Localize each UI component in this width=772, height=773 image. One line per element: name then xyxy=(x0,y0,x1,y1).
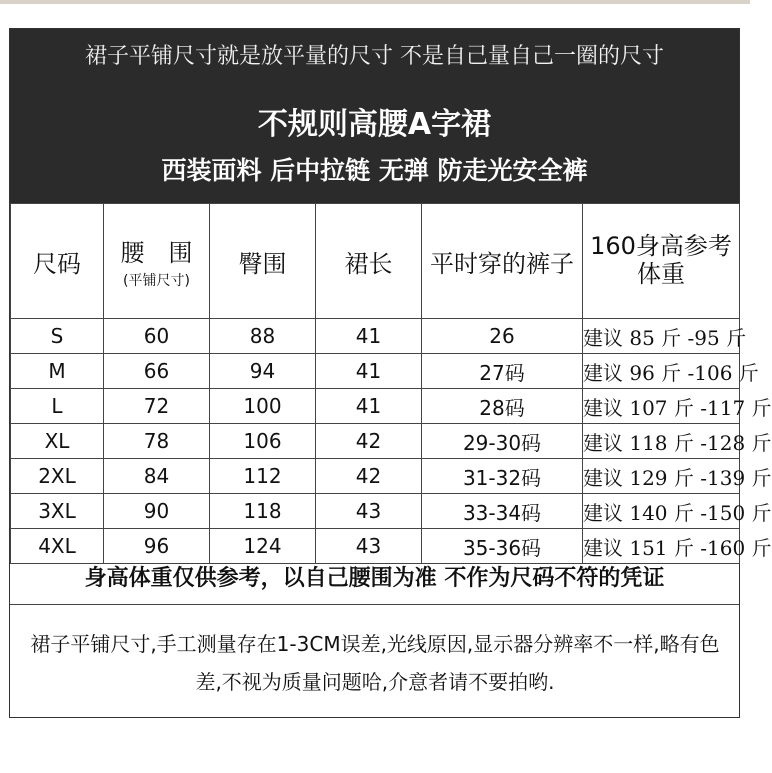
table-row xyxy=(11,389,740,424)
cell-pants: 26 xyxy=(422,319,583,354)
size-table xyxy=(10,203,772,564)
col-waist xyxy=(104,204,210,319)
cell-waist: 78 xyxy=(104,424,210,459)
cell-hip: 118 xyxy=(210,494,316,529)
cell-advice: 建议 118 斤 -128 斤 xyxy=(583,424,740,459)
cell-size: 3XL xyxy=(11,494,104,529)
header-banner xyxy=(10,29,739,203)
cell-waist: 60 xyxy=(104,319,210,354)
measurement-disclaimer: 裙子平铺尺寸,手工测量存在1-3CM误差,光线原因,显示器分辨率不一样,略有色差,不视为质量问题哈,介意者请不要拍哟. xyxy=(30,632,720,694)
cell-advice: 建议 85 斤 -95 斤 xyxy=(583,319,740,354)
cell-advice: 建议 151 斤 -160 斤 xyxy=(583,529,740,564)
col-length: 裙长 xyxy=(316,204,422,319)
col-hip: 臀围 xyxy=(210,204,316,319)
cell-hip: 100 xyxy=(210,389,316,424)
cell-pants: 33-34码 xyxy=(422,494,583,529)
size-chart-card xyxy=(9,28,772,718)
cell-size: 2XL xyxy=(11,459,104,494)
cell-size: M xyxy=(11,354,104,389)
cell-size: XL xyxy=(11,424,104,459)
col-waist-sub: (平铺尺寸) xyxy=(123,272,190,289)
col-weight xyxy=(583,204,740,319)
cell-pants: 27码 xyxy=(422,354,583,389)
cell-size: S xyxy=(11,319,104,354)
measurement-note: 裙子平铺尺寸就是放平量的尺寸 不是自己量自己一圈的尺寸 xyxy=(85,44,664,69)
cell-length: 42 xyxy=(316,459,422,494)
cell-size: L xyxy=(11,389,104,424)
col-size: 尺码 xyxy=(11,204,104,319)
cell-hip: 94 xyxy=(210,354,316,389)
cell-advice: 建议 107 斤 -117 斤 xyxy=(583,389,740,424)
reference-notice: 身高体重仅供参考，以自己腰围为准 不作为尺码不符的凭证 xyxy=(10,554,739,605)
cell-pants: 31-32码 xyxy=(422,459,583,494)
cell-pants: 35-36码 xyxy=(422,529,583,564)
product-features: 西装面料 后中拉链 无弹 防走光安全裤 xyxy=(161,156,588,185)
table-row xyxy=(11,319,740,354)
cell-length: 41 xyxy=(316,389,422,424)
col-pants: 平时穿的裤子 xyxy=(422,204,583,319)
cell-hip: 106 xyxy=(210,424,316,459)
cell-hip: 124 xyxy=(210,529,316,564)
table-row xyxy=(11,354,740,389)
table-header-row xyxy=(11,204,740,319)
cell-length: 41 xyxy=(316,319,422,354)
cell-waist: 72 xyxy=(104,389,210,424)
cell-waist: 90 xyxy=(104,494,210,529)
cell-length: 43 xyxy=(316,494,422,529)
cell-advice: 建议 129 斤 -139 斤 xyxy=(583,459,740,494)
col-weight-line2: 体重 xyxy=(637,260,685,288)
cell-length: 43 xyxy=(316,529,422,564)
cell-size: 4XL xyxy=(11,529,104,564)
cell-advice: 建议 140 斤 -150 斤 xyxy=(583,494,740,529)
top-divider xyxy=(0,0,750,4)
col-weight-line1: 160身高参考 xyxy=(590,232,732,261)
cell-waist: 96 xyxy=(104,529,210,564)
col-waist-label: 腰 围 xyxy=(120,238,193,267)
table-row xyxy=(11,424,740,459)
table-row xyxy=(11,459,740,494)
cell-advice: 建议 96 斤 -106 斤 xyxy=(583,354,740,389)
cell-length: 42 xyxy=(316,424,422,459)
cell-waist: 66 xyxy=(104,354,210,389)
cell-length: 41 xyxy=(316,354,422,389)
product-title: 不规则高腰A字裙 xyxy=(257,107,492,142)
cell-hip: 112 xyxy=(210,459,316,494)
cell-waist: 84 xyxy=(104,459,210,494)
cell-pants: 28码 xyxy=(422,389,583,424)
cell-pants: 29-30码 xyxy=(422,424,583,459)
cell-hip: 88 xyxy=(210,319,316,354)
table-row xyxy=(11,494,740,529)
